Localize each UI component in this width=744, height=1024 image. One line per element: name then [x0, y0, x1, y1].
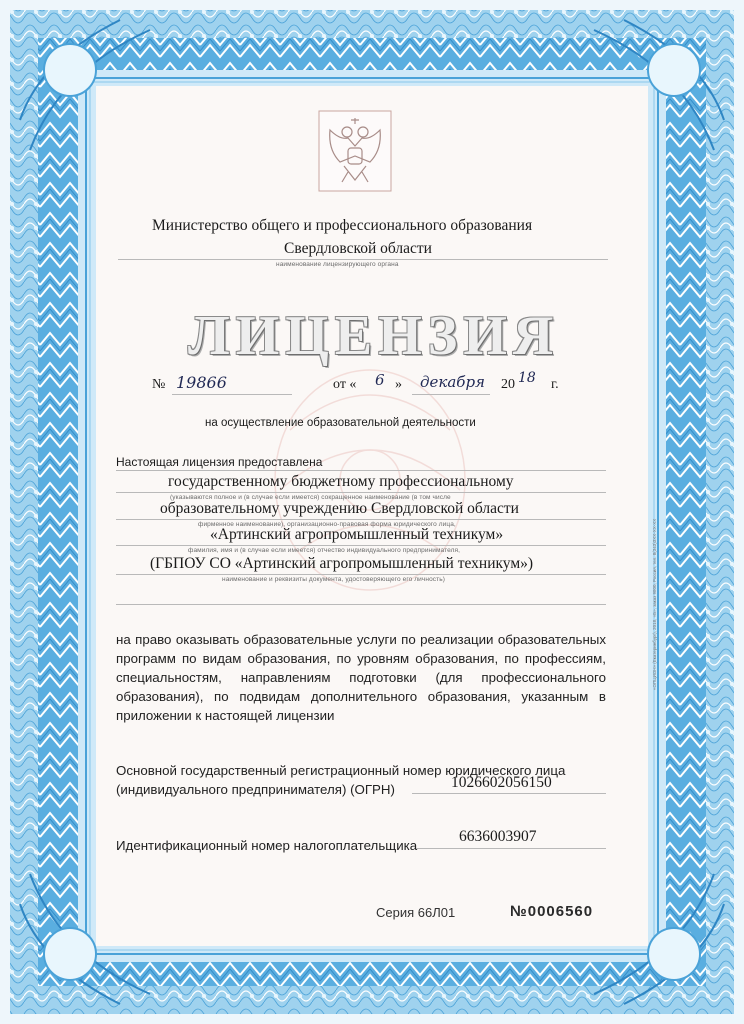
inn-label: Идентификационный номер налогоплательщика: [116, 838, 418, 853]
issuer-line-2: Свердловской области: [284, 240, 432, 257]
form-number: №0006560: [510, 903, 594, 920]
licensee-underline-3: [116, 545, 606, 546]
licensee-underline-4: [116, 574, 606, 575]
inn-underline: [416, 848, 606, 849]
ogrn-value: 1026602056150: [451, 774, 552, 791]
year-prefix: 20: [501, 377, 515, 392]
form-series: Серия 66Л01: [376, 905, 456, 920]
issuer-underline: [118, 259, 608, 260]
ogrn-label-1: Основной государственный регистрационный номер юридического лица: [116, 763, 566, 778]
licensee-line-4: (ГБПОУ СО «Артинский агропромышленный техникум»): [150, 555, 534, 572]
licensee-line-2: образовательному учреждению Свердловской области: [160, 500, 519, 517]
licensee-line-3: «Артинский агропромышленный техникум»: [210, 526, 504, 543]
licensee-underline-1: [116, 492, 606, 493]
licensee-caption-4: наименование и реквизиты документа, удостоверяющего его личность): [222, 576, 445, 583]
rights-line-1: на право оказывать образовательные услуги по реализации образовательных: [116, 632, 606, 647]
month-underline: [412, 394, 490, 395]
rights-line-5: приложении к настоящей лицензии: [116, 708, 335, 723]
rights-line-2: программ по видам образования, по уровням образования, по профессиям,: [116, 651, 606, 666]
ogrn-underline: [412, 793, 606, 794]
licensee-line-1: государственному бюджетному профессиональному: [168, 473, 514, 490]
granted-underline-0: [116, 470, 606, 471]
license-year: 18: [518, 370, 536, 386]
rights-line-3: специальностям, направлениям подготовки (для профессионального: [116, 670, 606, 685]
granted-label: Настоящая лицензия предоставлена: [116, 455, 323, 469]
inn-value: 6636003907: [459, 828, 537, 845]
licensee-caption-3: фамилия, имя и (в случае если имеется) отчество индивидуального предпринимателя,: [188, 547, 461, 554]
licensee-underline-2: [116, 519, 606, 520]
issuer-line-1: Министерство общего и профессионального образования: [152, 217, 533, 234]
license-number-sign: №: [152, 377, 166, 392]
ogrn-label-2: (индивидуального предпринимателя) (ОГРН): [116, 782, 395, 797]
date-from-label: от «: [333, 377, 357, 392]
license-number: 19866: [176, 373, 227, 392]
year-unit: г.: [551, 377, 559, 392]
license-day: 6: [375, 371, 385, 389]
issuer-caption: наименование лицензирующего органа: [276, 261, 399, 268]
licensee-underline-5: [116, 604, 606, 605]
licensee-caption-2: фирменное наименование), организационно-правовая форма юридического лица,: [198, 521, 456, 528]
activity-text: на осуществление образовательной деятельности: [205, 417, 476, 429]
document-title: ЛИЦЕНЗИЯ: [188, 305, 560, 367]
printer-note: «ОПЦИОН» (Екатеринбург), 2018, «Б», заказ 9800, Россия, тел. 8(343)3XX-XX-XX: [652, 518, 657, 690]
rights-line-4: образования), по подвидам дополнительного образования, указанным в: [116, 689, 606, 704]
license-month: декабря: [420, 373, 485, 391]
number-underline: [172, 394, 292, 395]
date-day-close: »: [395, 377, 402, 392]
coat-of-arms-icon: [318, 110, 392, 192]
licensee-caption-1: (указываются полное и (в случае если имеется) сокращенное наименование (в том числе: [170, 494, 451, 501]
